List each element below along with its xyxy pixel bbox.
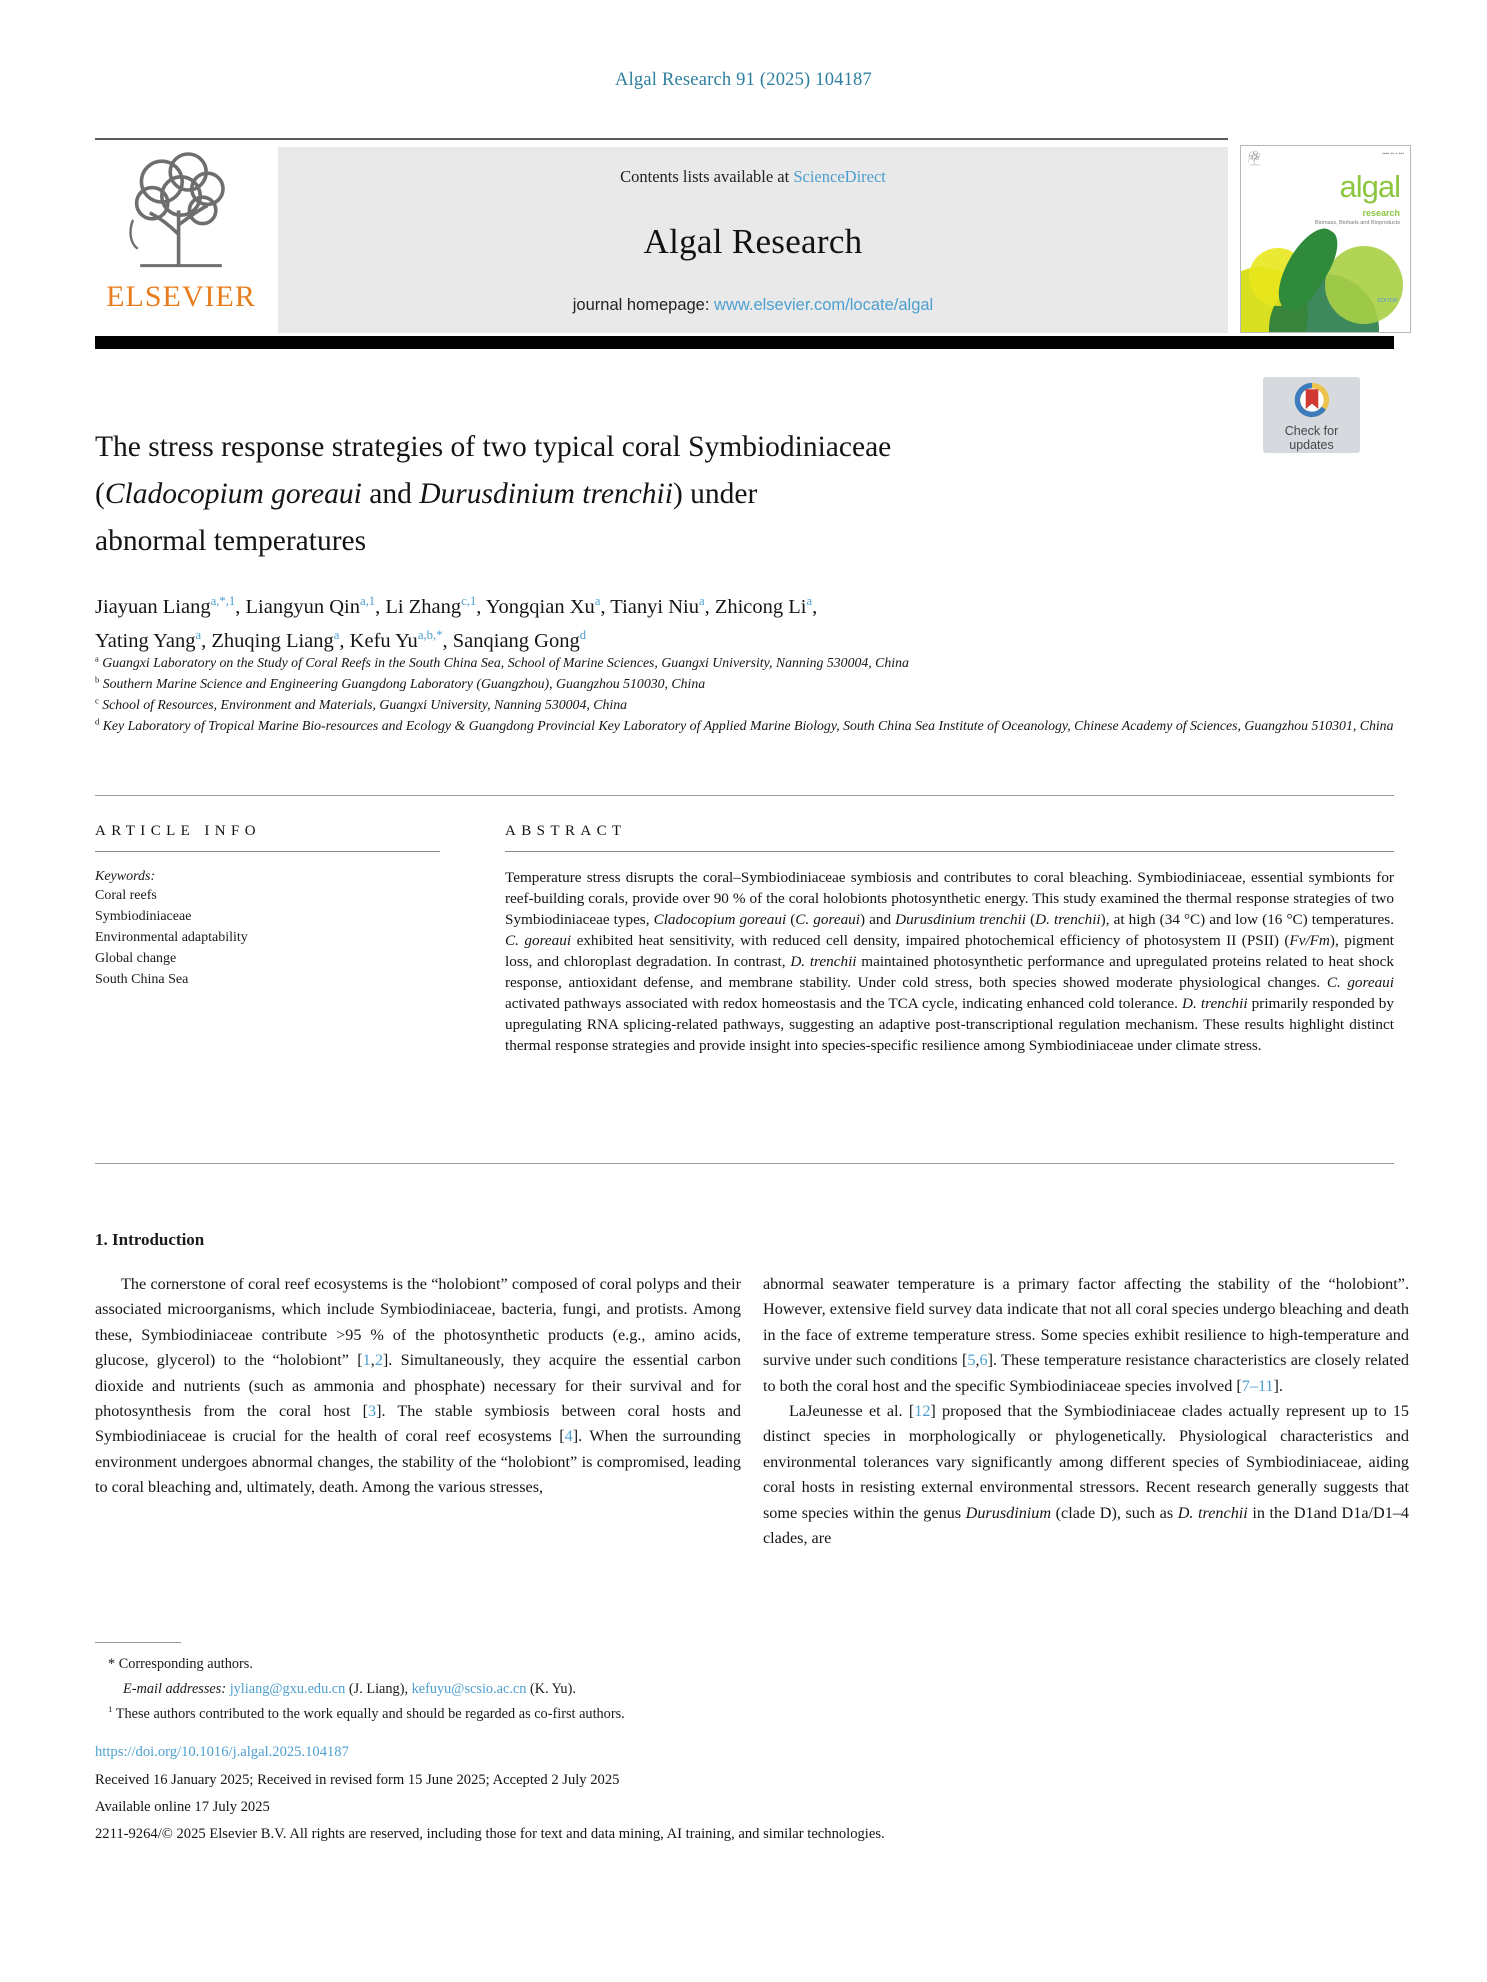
inline-link[interactable]: d [579, 628, 587, 643]
available-online-line: Available online 17 July 2025 [95, 1799, 270, 1815]
contents-line [620, 167, 886, 187]
affiliation-item: $^a$ Guangxi Laboratory on the Study of Coral Reefs in the South China Sea, School of Marine Sciences, Guangxi University, Nanning 530004, China [95, 653, 909, 670]
section-divider [95, 1163, 1394, 1164]
journal-title: Algal Research [643, 221, 863, 261]
footnotes [95, 1652, 1015, 1727]
journal-reference: Algal Research 91 (2025) 104187 [615, 70, 872, 90]
keyword-item: Symbiodiniaceae [95, 909, 192, 924]
keyword-item: Global change [95, 951, 177, 966]
inline-link[interactable]: 6 [979, 1351, 988, 1370]
author-list: Jiayuan Liang$^{a,*,1}$, Liangyun Qin$^{a,1}$, Li Zhang$^{c,1}$, Yongqian Xu$^a$, Tianyi Niu$^a$, Zhicong Li$^a$, Yating Yang$^a$, Zhuqing Liang$^a$, Kefu $Yu^{a,b,*}$, Sanqiang Gong$^d$ [95, 594, 818, 652]
article-info-section [95, 823, 440, 990]
article-title: The stress response strategies of two typical coral Symbiodiniaceae (Cladocopium goreaui and Durusdinium trenchii) under abnormal temperatures [95, 431, 892, 557]
intro-paragraph: abnormal seawater temperature is a primary factor affecting the stability of the “holobiont”. However, extensive field survey data indicate that not all coral species undergo bleaching and death in the face of extreme temperature stress. Some species exhibit resilience to high-temperature and survive under such conditions [5,6]. These temperature resistance characteristics are closely related to both the coral host and the specific Symbiodiniaceae species involved [7–11]. [763, 1275, 1409, 1395]
inline-link[interactable]: 2 [374, 1351, 383, 1370]
homepage-link[interactable]: www.elsevier.com/locate/algal [714, 296, 934, 314]
keyword-item: South China Sea [95, 972, 189, 987]
keywords-label: Keywords: [95, 869, 156, 884]
footnote-contribution: $^1$ These authors contributed to the work equally and should be regarded as co-first authors. [108, 1704, 625, 1722]
inline-link[interactable]: a,b,* [417, 628, 443, 643]
section-divider [95, 795, 1394, 796]
inline-link[interactable]: a [594, 594, 601, 609]
intro-column-left [95, 1272, 741, 1501]
masthead-box [278, 147, 1228, 333]
intro-paragraph: LaJeunesse et al. [12] proposed that the Symbiodiniaceae clades actually represent up to 15 distinct species in morphologically or phylogenetically. Physiological characteristics and environmental tolerances vary significantly among different species of Symbiodiniaceae, aiding coral hosts in resisting external environmental stressors. Recent research generally suggests that some species within the genus Durusdinium (clade D), such as D. trenchii in the D1and D1a/D1–4 clades, are [763, 1402, 1410, 1548]
inline-link[interactable]: 4 [564, 1427, 573, 1446]
cover-blob [1325, 246, 1403, 324]
cover-tagline: Biomass, Biofuels and Bioproducts [1315, 220, 1400, 226]
keyword-item: Environmental adaptability [95, 930, 248, 945]
keyword-item: Coral reefs [95, 888, 157, 903]
cover-editor-label: EDITOR [1377, 298, 1398, 304]
header-divider [95, 138, 1228, 140]
received-line: Received 16 January 2025; Received in revised form 15 June 2025; Accepted 2 July 2025 [95, 1772, 620, 1788]
cover-subtitle: research [1362, 208, 1400, 218]
check-updates-label: Check for updates [1284, 424, 1339, 452]
contents-prefix: Contents lists available at [620, 167, 794, 186]
sciencedirect-link[interactable]: ScienceDirect [793, 167, 886, 186]
copyright-line: 2211-9264/© 2025 Elsevier B.V. All rights are reserved, including those for text and data mining, AI training, and similar technologies. [95, 1826, 885, 1842]
inline-link[interactable]: 3 [368, 1402, 377, 1421]
footnote-rule [95, 1642, 181, 1643]
elsevier-tree-icon [107, 148, 255, 280]
footnote-emails: E-mail addresses: jyliang@gxu.edu.cn (J. Liang), kefuyu@scsio.ac.cn (K. Yu). [123, 1681, 576, 1697]
inline-link[interactable]: 1 [362, 1351, 371, 1370]
inline-link[interactable]: a,1 [359, 594, 376, 609]
intro-heading: 1. Introduction [95, 1230, 205, 1249]
affiliation-item: $^b$ Southern Marine Science and Engineering Guangdong Laboratory (Guangzhou), Guangzhou 510030, China [95, 674, 706, 691]
article-info-heading: ARTICLE INFO [95, 823, 261, 839]
abstract-body: Temperature stress disrupts the coral–Symbiodiniaceae symbiosis and contributes to coral bleaching. Symbiodiniaceae, essential symbionts for reef-building corals, provide over 90 % of the coral holobionts photosynthetic energy. This study examined the thermal response strategies of two Symbiodiniaceae types, Cladocopium goreaui (C. goreaui) and Durusdinium trenchii (D. trenchii), at high (34 °C) and low (16 °C) temperatures. C. goreaui exhibited heat sensitivity, with reduced cell density, impaired photochemical efficiency of photosystem II (PSII) (Fv/Fm), pigment loss, and chloroplast degradation. In contrast, D. trenchii maintained photosynthetic performance and upregulated proteins related to heat shock response, antioxidant defense, and membrane stability. Under cold stress, both species showed moderate physiological changes. C. goreaui activated pathways associated with redox homeostasis and the TCA cycle, indicating enhanced cold tolerance. D. trenchii primarily responded by upregulating RNA splicing-related pathways, suggesting an adaptive post-transcriptional regulation mechanism. These results highlight distinct thermal response strategies and provide insight into species-specific resilience among Symbiodiniaceae under climate stress. [505, 869, 1395, 1054]
intro-column-right [763, 1272, 1409, 1551]
abstract-section [505, 823, 1394, 1056]
inline-link[interactable]: a [806, 594, 813, 609]
intro-paragraph: The cornerstone of coral reef ecosystems is the “holobiont” composed of coral polyps and their associated microorganisms, which include Symbiodiniaceae, bacteria, fungi, and protists. Among these, Symbiodiniaceae contribute >95 % of the photosynthetic products (e.g., amino acids, glucose, glycerol) to the “holobiont” [1,2]. Simultaneously, they acquire the essential carbon dioxide and nutrients (such as ammonia and phosphate) necessary for their survival and for photosynthesis from the coral host [3]. The stable symbiosis between coral hosts and Symbiodiniaceae is crucial for the health of coral reef ecosystems [4]. When the surrounding environment undergoes abnormal changes, the stability of the “holobiont” is compromised, leading to coral bleaching and, ultimately, death. Among the various stresses, [95, 1275, 742, 1497]
inline-link[interactable]: a [698, 594, 705, 609]
cover-issn-mark: ▪▪▪▪ ▪▪ ▪ ▪▪▪ [1382, 151, 1404, 157]
elsevier-wordmark: ELSEVIER [106, 280, 256, 313]
inline-link[interactable]: a [333, 628, 340, 643]
inline-link[interactable]: 12 [914, 1402, 931, 1421]
inline-link[interactable]: c,1 [461, 594, 477, 609]
doi-link[interactable]: https://doi.org/10.1016/j.algal.2025.104187 [95, 1744, 349, 1760]
check-updates-badge[interactable] [1263, 377, 1360, 453]
heading-rule [505, 851, 1394, 852]
inline-link[interactable]: jyliang@gxu.edu.cn [229, 1681, 346, 1697]
inline-link[interactable]: 7–11 [1241, 1376, 1274, 1395]
cover-elsevier-tree-icon [1247, 150, 1262, 167]
cover-title: algal [1339, 169, 1400, 204]
inline-link[interactable]: 5 [967, 1351, 976, 1370]
heading-rule [95, 851, 440, 852]
check-updates-icon [1294, 382, 1330, 418]
homepage-line [573, 296, 933, 315]
affiliation-item: $^c$ School of Resources, Environment and Materials, Guangxi University, Nanning 530004, China [95, 695, 627, 712]
abstract-heading: ABSTRACT [505, 823, 627, 839]
inline-link[interactable]: a [195, 628, 202, 643]
inline-link[interactable]: a,*,1 [210, 594, 236, 609]
affiliation-list [95, 652, 1401, 736]
footnote-corresponding: * Corresponding authors. [108, 1656, 253, 1672]
inline-link[interactable]: kefuyu@scsio.ac.cn [411, 1681, 527, 1697]
masthead-bottom-bar [95, 336, 1394, 349]
affiliation-item: $^d$ Key Laboratory of Tropical Marine Bio-resources and Ecology & Guangdong Provincial Key Laboratory of Applied Marine Biology, South China Sea Institute of Oceanology, Chinese Academy of Sciences, Guangzhou 510301, China [95, 716, 1394, 733]
homepage-prefix: journal homepage: [572, 296, 715, 314]
journal-cover [1240, 145, 1411, 333]
elsevier-logo [93, 148, 269, 314]
